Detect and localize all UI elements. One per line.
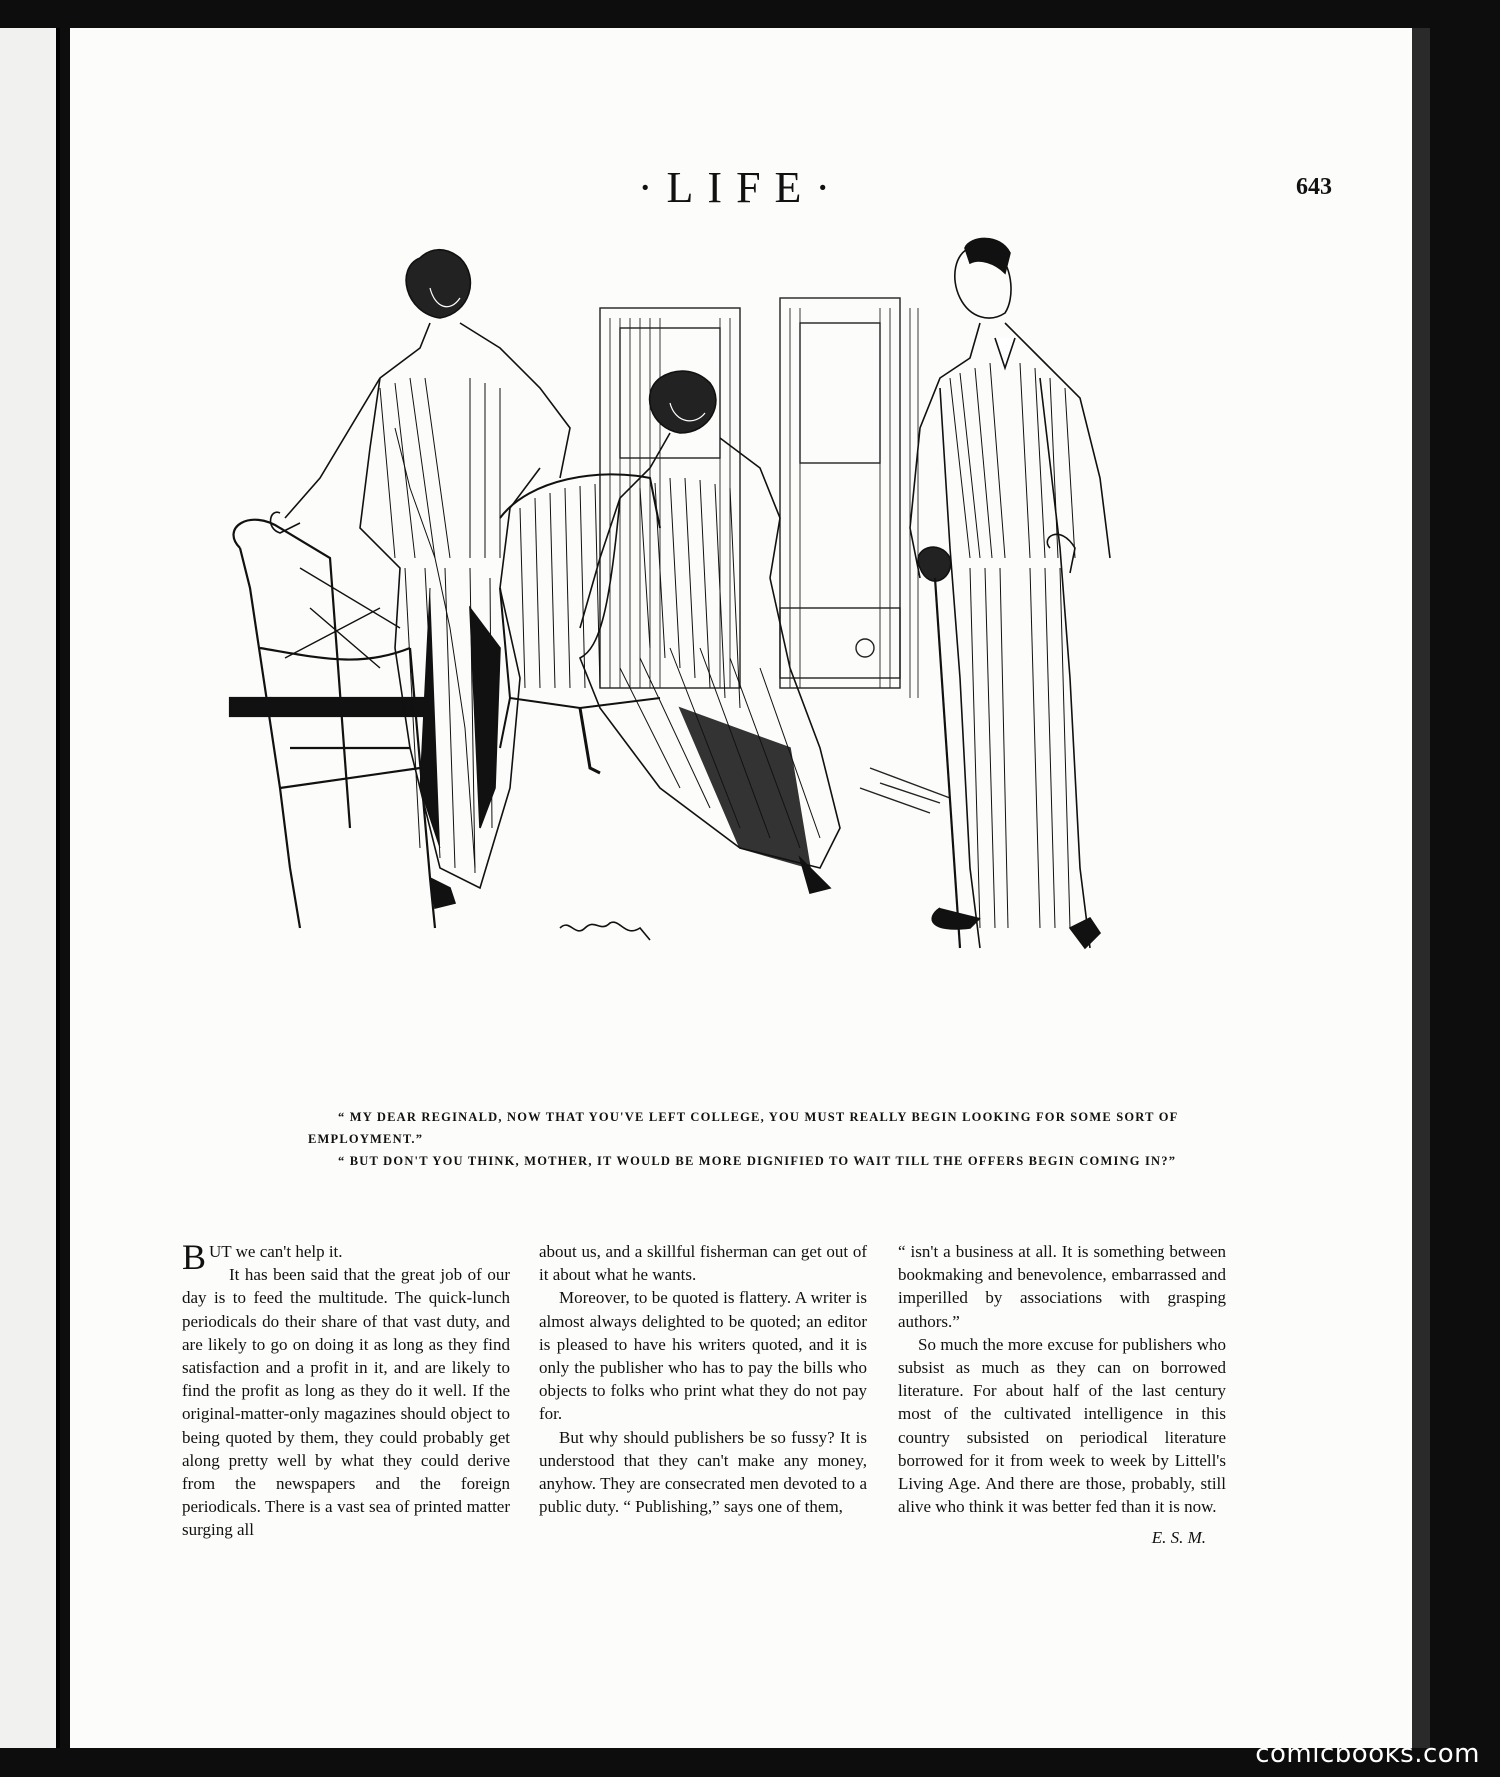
magazine-title: ·LIFE· [637,163,845,212]
article-paragraph: So much the more excuse for publishers who subsist as much as they can on borrowed literature. For about half of the last century most of the cultivated intelligence in this country subsisted on periodical literature borrowed for it from week to week by Littell's Living Age. And there are those, probably, still alive who think it was better fed than it is now. [898,1334,1226,1517]
page-header [70,146,1412,226]
caption-line-son: “ BUT DON'T YOU THINK, MOTHER, IT WOULD BE MORE DIGNIFIED TO WAIT TILL THE OFFERS BEGIN COMING IN?” [338,1154,1177,1168]
drop-cap: B [182,1237,207,1277]
article-column-1 [182,1237,510,1542]
article-lead [182,1237,510,1277]
article-column-2 [539,1240,867,1518]
author-signature: E. S. M. [1151,1528,1206,1548]
magazine-page [70,28,1412,1748]
illustration-caption [308,1106,1178,1172]
pen-ink-illustration-icon [180,228,1300,1108]
article-paragraph: It has been said that the great job of our day is to feed the multitude. The quick-lunch periodicals do their share of that vast duty, and are likely to go on doing it as long as they find satisfaction and a profit in it, and are likely to find the profit as long as they do it well. If the original-matter-only magazines should object to being quoted by them, they could probably get along pretty well by what they could derive from the newspapers and the foreign periodicals. There is a vast sea of printed matter surging all [182,1265,510,1540]
article-paragraph: Moreover, to be quoted is flattery. A writer is almost always delighted to be quoted; an editor is pleased to have his writers quoted, and it is only the publisher who has to pay the bills who objects to folks who print what they do not pay for. [539,1288,867,1424]
previous-page-edge [0,28,60,1748]
article-paragraph: “ isn't a business at all. It is something between bookmaking and benevolence, embarrassed and imperilled by associations with grasping authors.” [898,1242,1226,1331]
site-watermark: comicbooks.com [1255,1739,1480,1769]
page-gutter-shadow [1412,28,1430,1748]
article-paragraph: about us, and a skillful fisherman can get out of it about what he wants. [539,1242,867,1285]
article-column-3 [898,1240,1226,1550]
lead-text: UT we can't help it. [209,1242,343,1261]
page-number: 643 [1296,174,1332,200]
caption-line-mother: “ MY DEAR REGINALD, NOW THAT YOU'VE LEFT COLLEGE, YOU MUST REALLY BEGIN LOOKING FOR SOME SORT OF EMPLOYMENT.” [308,1110,1178,1146]
artist-signature [560,922,650,940]
editorial-article [182,1237,1302,1600]
article-paragraph: But why should publishers be so fussy? It is understood that they can't make any money, anyhow. They are consecrated men devoted to a public duty. “ Publishing,” says one of them, [539,1427,867,1517]
cartoon-illustration [180,228,1300,1108]
